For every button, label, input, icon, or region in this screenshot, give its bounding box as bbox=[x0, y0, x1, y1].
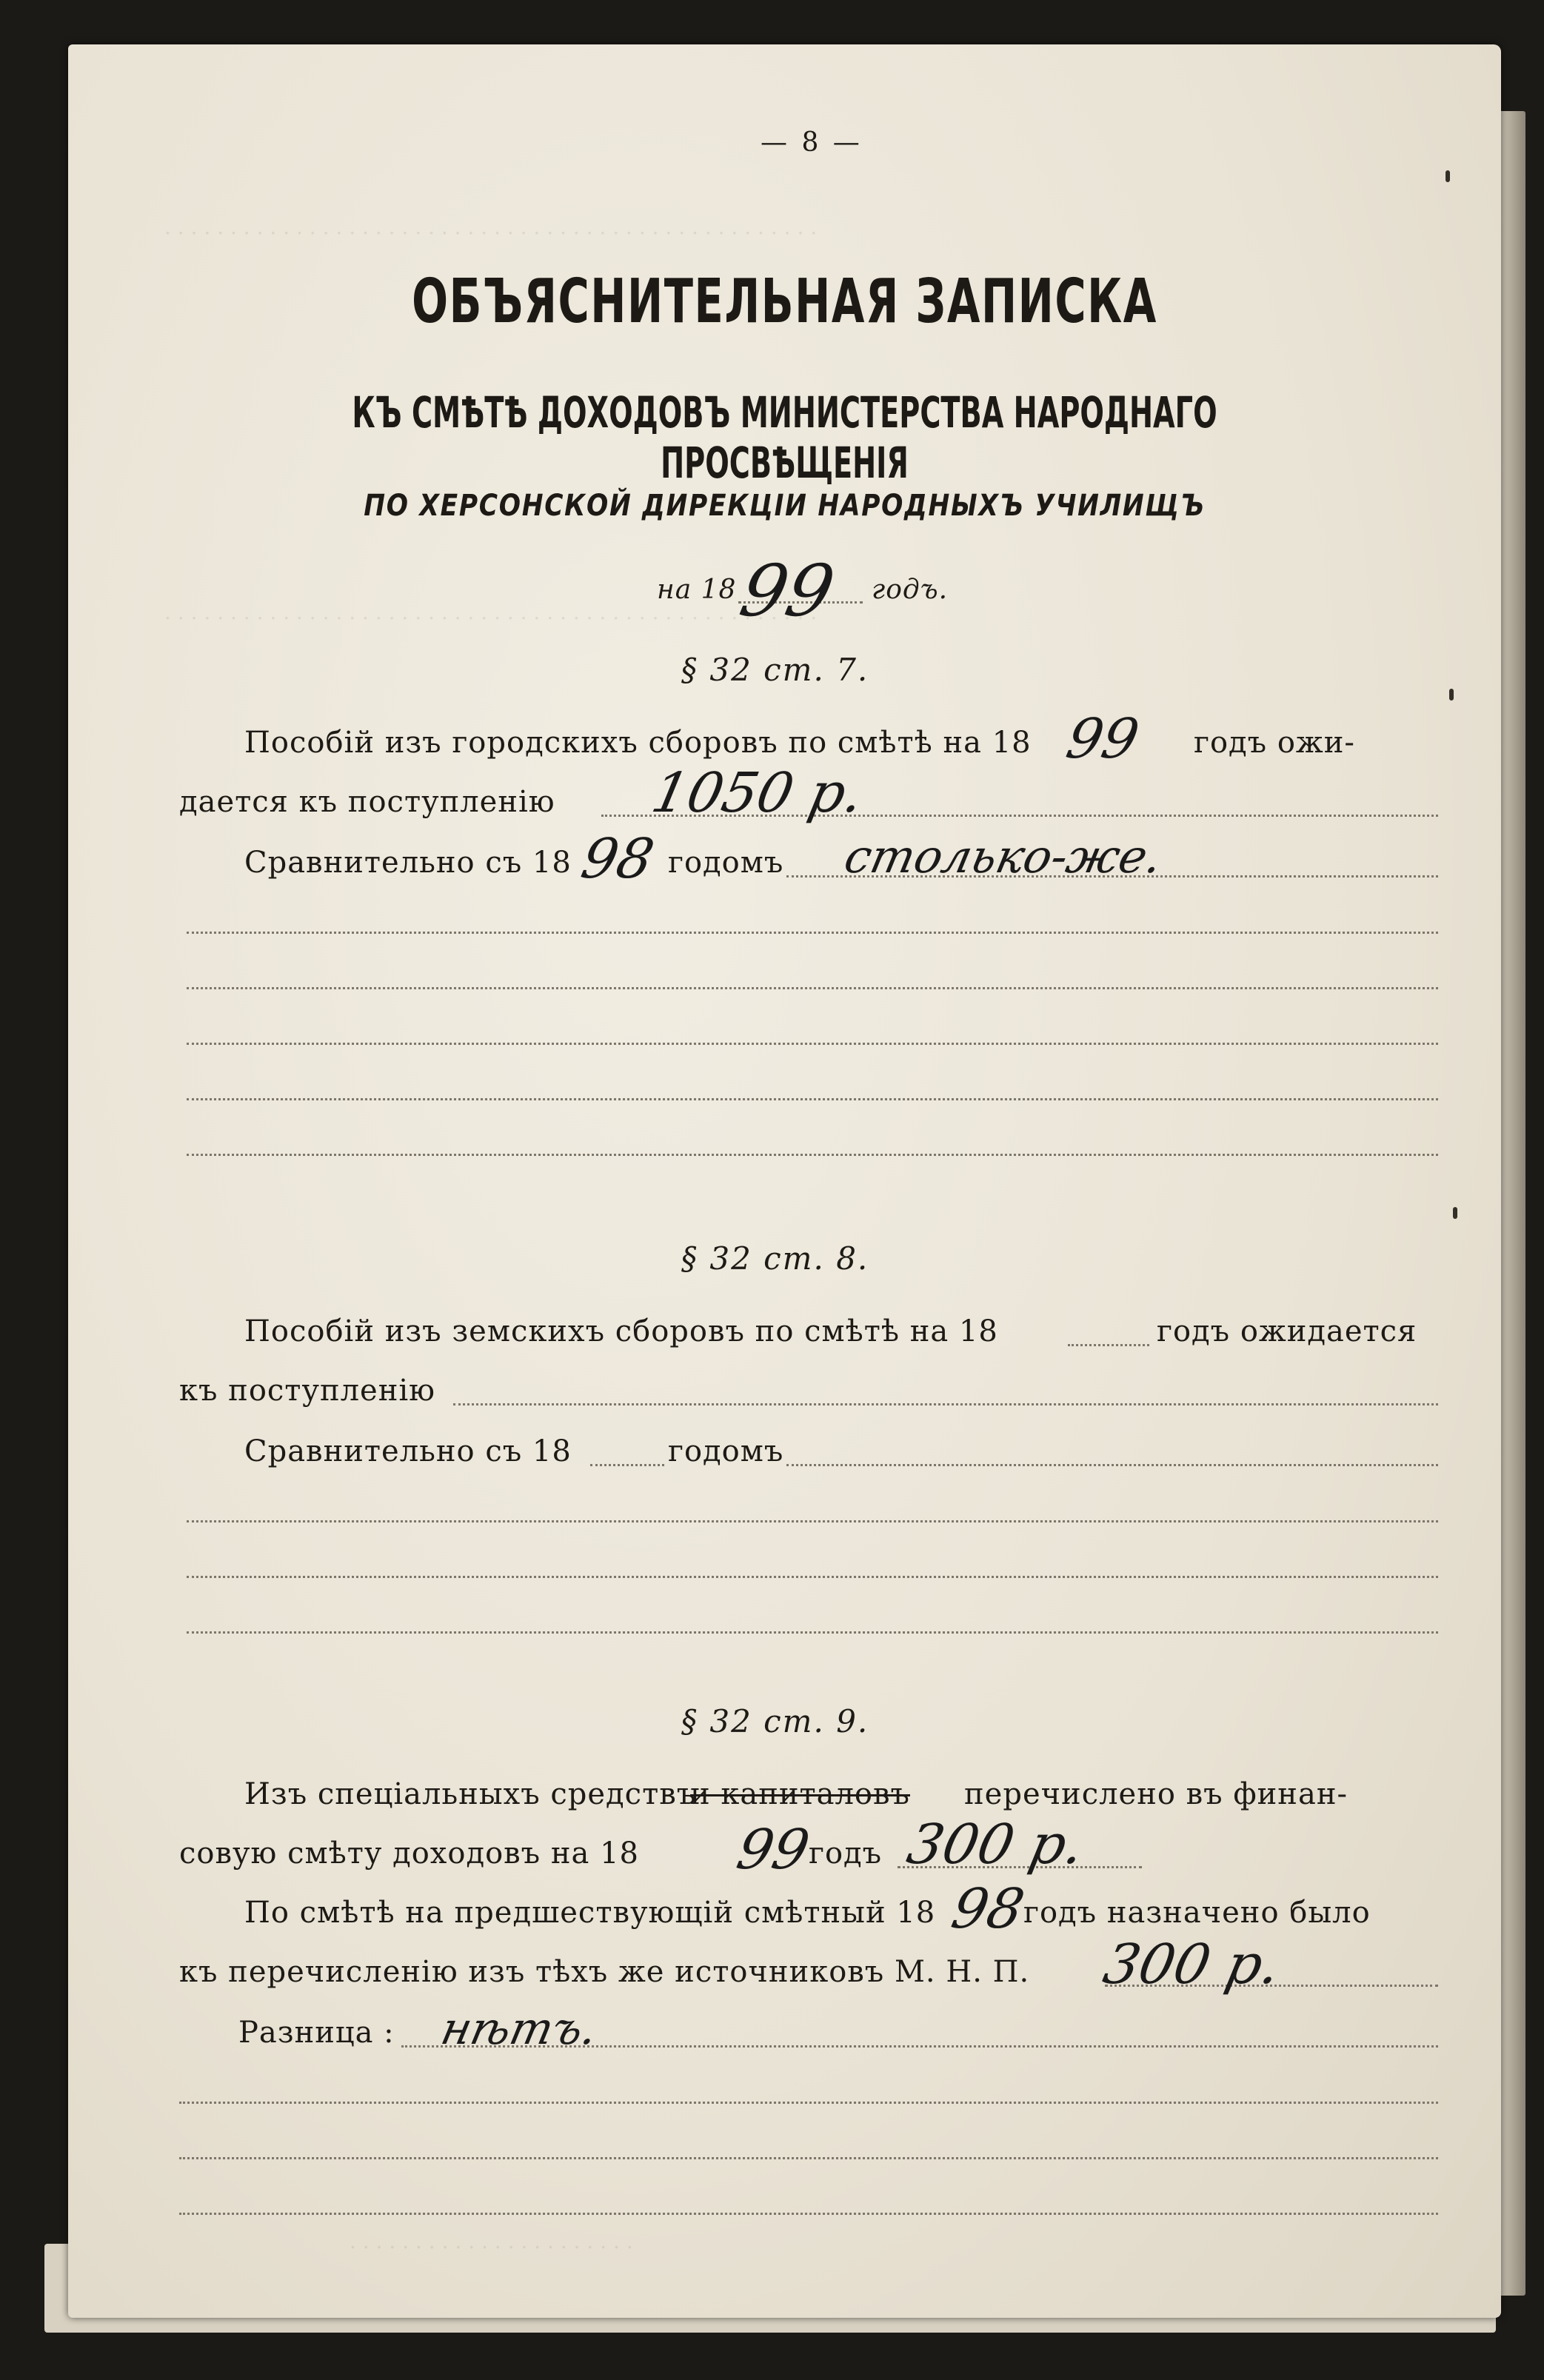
s7-blank-line bbox=[187, 987, 1438, 989]
s7-line2-a: дается къ поступленію bbox=[179, 785, 555, 819]
s9-handwritten-year: 99 bbox=[731, 1818, 815, 1882]
s8-year-dots bbox=[1068, 1344, 1149, 1346]
s7-line1-b: годъ ожи- bbox=[1194, 726, 1355, 760]
document-page bbox=[68, 44, 1501, 2318]
s8-line1-a: Пособій изъ земскихъ сборовъ по смѣтѣ на 18 bbox=[244, 1314, 998, 1348]
s9-blank-line bbox=[179, 2157, 1438, 2159]
show-through: . . . . . . . . . . . . . . . . . . . . . . . . . . . . . . . . . . . . . . . . . . . . . . . . . . bbox=[164, 215, 818, 239]
s7-blank-line bbox=[187, 932, 1438, 934]
s9-struck-capitals: и капиталовъ bbox=[690, 1777, 910, 1811]
s8-year-dots-2 bbox=[590, 1464, 664, 1466]
s8-line1-b: годъ ожидается bbox=[1157, 1314, 1417, 1348]
document-title: ОБЪЯСНИТЕЛЬНАЯ ЗАПИСКА bbox=[412, 267, 1157, 337]
s8-blank-line bbox=[187, 1631, 1438, 1634]
s7-line3-a: Сравнительно съ 18 bbox=[244, 846, 572, 880]
s8-line2-a: къ поступленію bbox=[179, 1374, 435, 1408]
s7-handwritten-comparison: столько-же. bbox=[840, 829, 1168, 883]
s8-blank-line bbox=[187, 1576, 1438, 1578]
edge-mark bbox=[1449, 689, 1454, 701]
year-prefix: на 18 bbox=[657, 575, 737, 605]
s8-blank-line bbox=[187, 1520, 1438, 1522]
directorate-line: ПО ХЕРСОНСКОЙ ДИРЕКЦІИ НАРОДНЫХЪ УЧИЛИЩЪ bbox=[364, 489, 1206, 523]
s7-blank-line bbox=[187, 1154, 1438, 1156]
s9-line3-a: По смѣтѣ на предшествующій смѣтный 18 bbox=[244, 1896, 936, 1930]
s9-line2-a: совую смѣту доходовъ на 18 bbox=[179, 1836, 639, 1871]
show-through: . . . . . . . . . . . . . . . . . . . . . . . . . . . . . . . . . . . . . . . . . . . . . . . . . . bbox=[164, 600, 818, 624]
s9-blank-line bbox=[179, 2213, 1438, 2215]
s8-line3-b: годомъ bbox=[668, 1434, 784, 1468]
s9-blank-line bbox=[179, 2102, 1438, 2104]
s9-handwritten-year-2: 98 bbox=[946, 1877, 1030, 1941]
show-through: . . . . . . . . . . . . . . . . . . . . . . bbox=[350, 2229, 633, 2253]
s9-line3-b: годъ назначено было bbox=[1023, 1896, 1371, 1930]
s8-line3-a: Сравнительно съ 18 bbox=[244, 1434, 572, 1468]
s9-handwritten-previous-amount: 300 р. bbox=[1097, 1933, 1286, 1996]
s9-handwritten-difference: нѣтъ. bbox=[436, 2003, 602, 2055]
s9-line4-a: къ перечисленію изъ тѣхъ же источниковъ М. Н. П. bbox=[179, 1955, 1030, 1989]
s9-handwritten-amount: 300 р. bbox=[901, 1813, 1090, 1876]
s9-line2-b: годъ bbox=[809, 1836, 883, 1871]
s7-blank-line bbox=[187, 1098, 1438, 1100]
s7-handwritten-amount: 1050 р. bbox=[646, 761, 869, 825]
edge-mark bbox=[1446, 170, 1450, 182]
s7-blank-line bbox=[187, 1043, 1438, 1045]
document-subtitle: КЪ СМѢТѢ ДОХОДОВЪ МИНИСТЕРСТВА НАРОДНАГО ПРОСВѢЩЕНІЯ bbox=[352, 387, 1217, 488]
s7-handwritten-year: 99 bbox=[1060, 707, 1145, 771]
handwritten-year: 99 bbox=[733, 549, 842, 632]
edge-mark bbox=[1453, 1207, 1457, 1219]
s8-line3-dots bbox=[786, 1464, 1438, 1466]
section-heading-8: § 32 ст. 8. bbox=[681, 1240, 869, 1277]
s9-line1-a: Изъ спеціальныхъ средствъ bbox=[244, 1777, 697, 1811]
page-number: — 8 — bbox=[761, 127, 863, 158]
section-heading-7: § 32 ст. 7. bbox=[681, 652, 869, 688]
year-suffix: годъ. bbox=[872, 575, 949, 605]
section-heading-9: § 32 ст. 9. bbox=[681, 1703, 869, 1739]
s8-line2-dots bbox=[453, 1403, 1438, 1405]
s9-line1-b: перечислено въ финан- bbox=[964, 1777, 1348, 1811]
s7-line3-b: годомъ bbox=[668, 846, 784, 880]
s7-line1-a: Пособій изъ городскихъ сборовъ по смѣтѣ на 18 bbox=[244, 726, 1032, 760]
s7-handwritten-year-2: 98 bbox=[575, 827, 660, 891]
s9-line5-a: Разница : bbox=[238, 2016, 395, 2050]
